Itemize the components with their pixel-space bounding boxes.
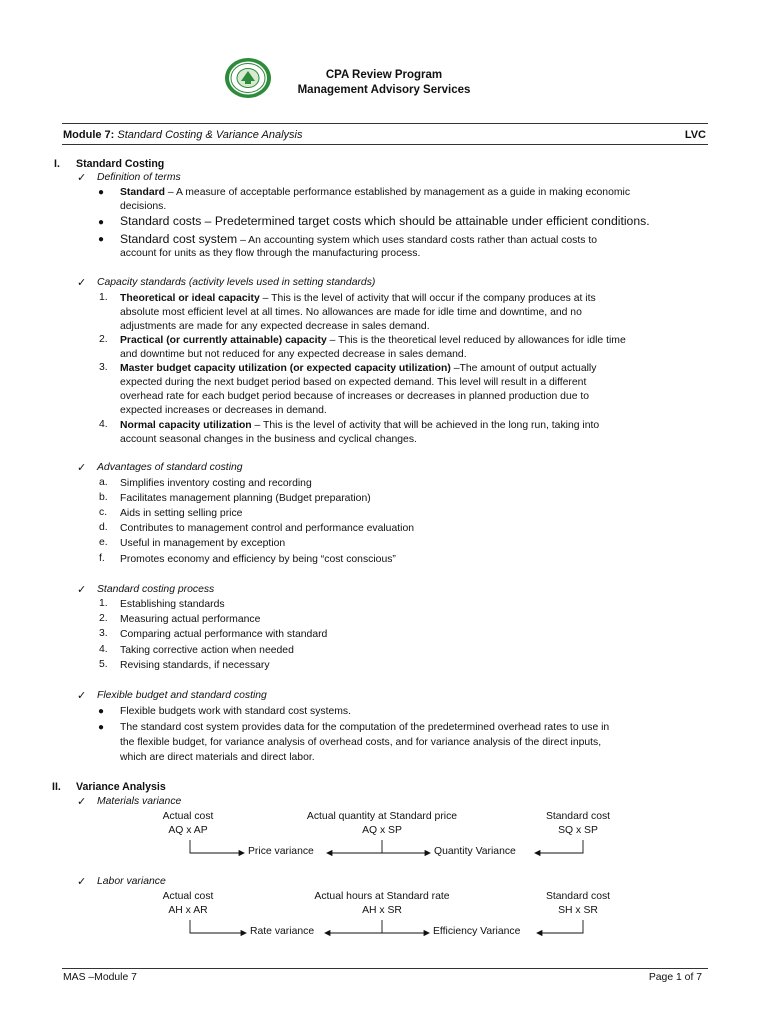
capacity-master-budget-line4: expected increases or decreases in demand. xyxy=(120,405,327,416)
section-1-number: I. xyxy=(54,158,60,170)
rate-variance-label: Rate variance xyxy=(250,926,315,937)
materials-col2-formula: AQ x SP xyxy=(362,825,402,836)
advantage-item: Simplifies inventory costing and recording xyxy=(120,478,312,489)
materials-col1-label: Actual cost xyxy=(162,811,214,822)
check-icon: ✓ xyxy=(77,796,87,808)
check-icon: ✓ xyxy=(77,172,87,184)
capacity-master-budget-line2: expected during the next budget period based on expected demand. This level will result in a different xyxy=(120,377,587,388)
subject-title: Management Advisory Services xyxy=(297,84,471,96)
flexible-item-line3: which are direct materials and direct labor. xyxy=(120,752,315,763)
labor-col1-label: Actual cost xyxy=(162,891,214,902)
capacity-text: – This is the level of activity that will be achieved in the long run, taking into xyxy=(251,420,600,431)
check-icon: ✓ xyxy=(77,462,87,474)
arrow-to-efficiency-variance-right xyxy=(537,920,583,933)
term: Standard costs xyxy=(120,214,202,228)
arrow-to-rate-variance xyxy=(190,920,246,933)
labor-heading: Labor variance xyxy=(97,876,166,887)
arrow-to-price-variance xyxy=(190,840,244,853)
list-number: 5. xyxy=(99,659,108,670)
module-title: Standard Costing & Variance Analysis xyxy=(117,129,303,141)
capacity-text: –The amount of output actually xyxy=(450,363,597,374)
definition-text: – An accounting system which uses standard costs rather than actual costs to xyxy=(237,235,598,246)
list-number: 4. xyxy=(99,419,108,430)
process-heading: Standard costing process xyxy=(97,584,215,595)
term: Normal capacity utilization xyxy=(120,420,252,431)
section-2-number: II. xyxy=(52,781,61,793)
bullet-icon: ● xyxy=(98,722,105,733)
definition-standard-cost-system-cont: account for units as they flow through the manufacturing process. xyxy=(120,248,421,259)
definitions-heading: Definition of terms xyxy=(97,172,181,183)
author-initials: LVC xyxy=(684,129,706,141)
list-number: 2. xyxy=(99,613,108,624)
advantage-item: Contributes to management control and performance evaluation xyxy=(120,523,414,534)
section-2-title: Variance Analysis xyxy=(76,781,166,793)
efficiency-variance-label: Efficiency Variance xyxy=(433,926,521,937)
capacity-normal-line2: account seasonal changes in the business and cyclical changes. xyxy=(120,434,417,445)
list-number: 3. xyxy=(99,362,108,373)
materials-col3-formula: SQ x SP xyxy=(558,825,598,836)
labor-col2-formula: AH x SR xyxy=(362,905,402,916)
section-1-title: Standard Costing xyxy=(76,158,165,170)
term: Standard xyxy=(120,187,166,198)
list-number: 1. xyxy=(99,598,108,609)
capacity-heading: Capacity standards (activity levels used in setting standards) xyxy=(97,277,376,288)
materials-col2-label: Actual quantity at Standard price xyxy=(306,811,458,822)
list-letter: c. xyxy=(99,507,108,518)
footer-left: MAS –Module 7 xyxy=(63,972,137,983)
bullet-icon: ● xyxy=(98,234,105,245)
list-number: 1. xyxy=(99,292,108,303)
footer-rule xyxy=(62,968,708,969)
materials-col1-formula: AQ x AP xyxy=(168,825,208,836)
term: Theoretical or ideal capacity xyxy=(120,293,260,304)
list-number: 2. xyxy=(99,334,108,345)
advantage-item: Facilitates management planning (Budget preparation) xyxy=(120,493,371,504)
quantity-variance-label: Quantity Variance xyxy=(434,846,516,857)
capacity-text: – This is the theoretical level reduced by allowances for idle time xyxy=(326,335,626,346)
advantage-item: Promotes economy and efficiency by being “cost conscious” xyxy=(120,554,396,565)
flexible-item: Flexible budgets work with standard cost systems. xyxy=(120,706,351,717)
list-number: 4. xyxy=(99,644,108,655)
list-letter: d. xyxy=(99,522,108,533)
footer-page-number: Page 1 of 7 xyxy=(648,972,702,983)
check-icon: ✓ xyxy=(77,584,87,596)
definition-text: – Predetermined target costs which should be attainable under efficient conditions. xyxy=(201,214,650,228)
labor-col3-formula: SH x SR xyxy=(558,905,598,916)
term: Standard cost system xyxy=(120,232,238,246)
capacity-theoretical-line2: absolute most efficient level at all times. No allowances are made for idle time and downtime, and no xyxy=(120,307,582,318)
process-step: Establishing standards xyxy=(120,599,225,610)
module-number: Module 7: xyxy=(63,129,115,141)
process-step: Measuring actual performance xyxy=(120,614,261,625)
list-letter: e. xyxy=(99,537,108,548)
flexible-heading: Flexible budget and standard costing xyxy=(97,690,267,701)
capacity-theoretical-line3: adjustments are made for any expected decrease in sales demand. xyxy=(120,321,430,332)
program-title: CPA Review Program xyxy=(325,69,443,81)
list-number: 3. xyxy=(99,628,108,639)
process-step: Taking corrective action when needed xyxy=(120,645,294,656)
capacity-text: – This is the level of activity that will occur if the company produces at its xyxy=(259,293,596,304)
bullet-icon: ● xyxy=(98,187,105,198)
definition-text: – A measure of acceptable performance established by management as a guide in making economic xyxy=(165,187,631,198)
list-letter: b. xyxy=(99,492,108,503)
bullet-icon: ● xyxy=(98,217,105,228)
list-letter: f. xyxy=(99,553,105,564)
term: Master budget capacity utilization (or expected capacity utilization) xyxy=(120,363,451,374)
definition-standard-cont: decisions. xyxy=(120,201,167,212)
term: Practical (or currently attainable) capacity xyxy=(120,335,327,346)
materials-col3-label: Standard cost xyxy=(545,811,611,822)
arrow-to-quantity-variance-right xyxy=(535,840,583,853)
check-icon: ✓ xyxy=(77,876,87,888)
materials-heading: Materials variance xyxy=(97,796,182,807)
advantages-heading: Advantages of standard costing xyxy=(97,462,243,473)
capacity-master-budget-line3: overhead rate for each budget period because of increases or decreases in planned production due to xyxy=(120,391,590,402)
check-icon: ✓ xyxy=(77,277,87,289)
labor-col1-formula: AH x AR xyxy=(168,905,208,916)
process-step: Revising standards, if necessary xyxy=(120,660,270,671)
process-step: Comparing actual performance with standard xyxy=(120,629,328,640)
bullet-icon: ● xyxy=(98,706,105,717)
flexible-item: The standard cost system provides data for the computation of the predetermined overhead rates to use in xyxy=(120,722,610,733)
capacity-practical-line2: and downtime but not reduced for any expected decrease in sales demand. xyxy=(120,349,467,360)
list-letter: a. xyxy=(99,477,108,488)
flexible-item-line2: the flexible budget, for variance analysis of overhead costs, and for variance analysis of the direct inputs, xyxy=(120,737,602,748)
check-icon: ✓ xyxy=(77,690,87,702)
advantage-item: Useful in management by exception xyxy=(120,538,286,549)
labor-col2-label: Actual hours at Standard rate xyxy=(314,891,450,902)
labor-col3-label: Standard cost xyxy=(545,891,611,902)
advantage-item: Aids in setting selling price xyxy=(120,508,243,519)
price-variance-label: Price variance xyxy=(248,846,314,857)
